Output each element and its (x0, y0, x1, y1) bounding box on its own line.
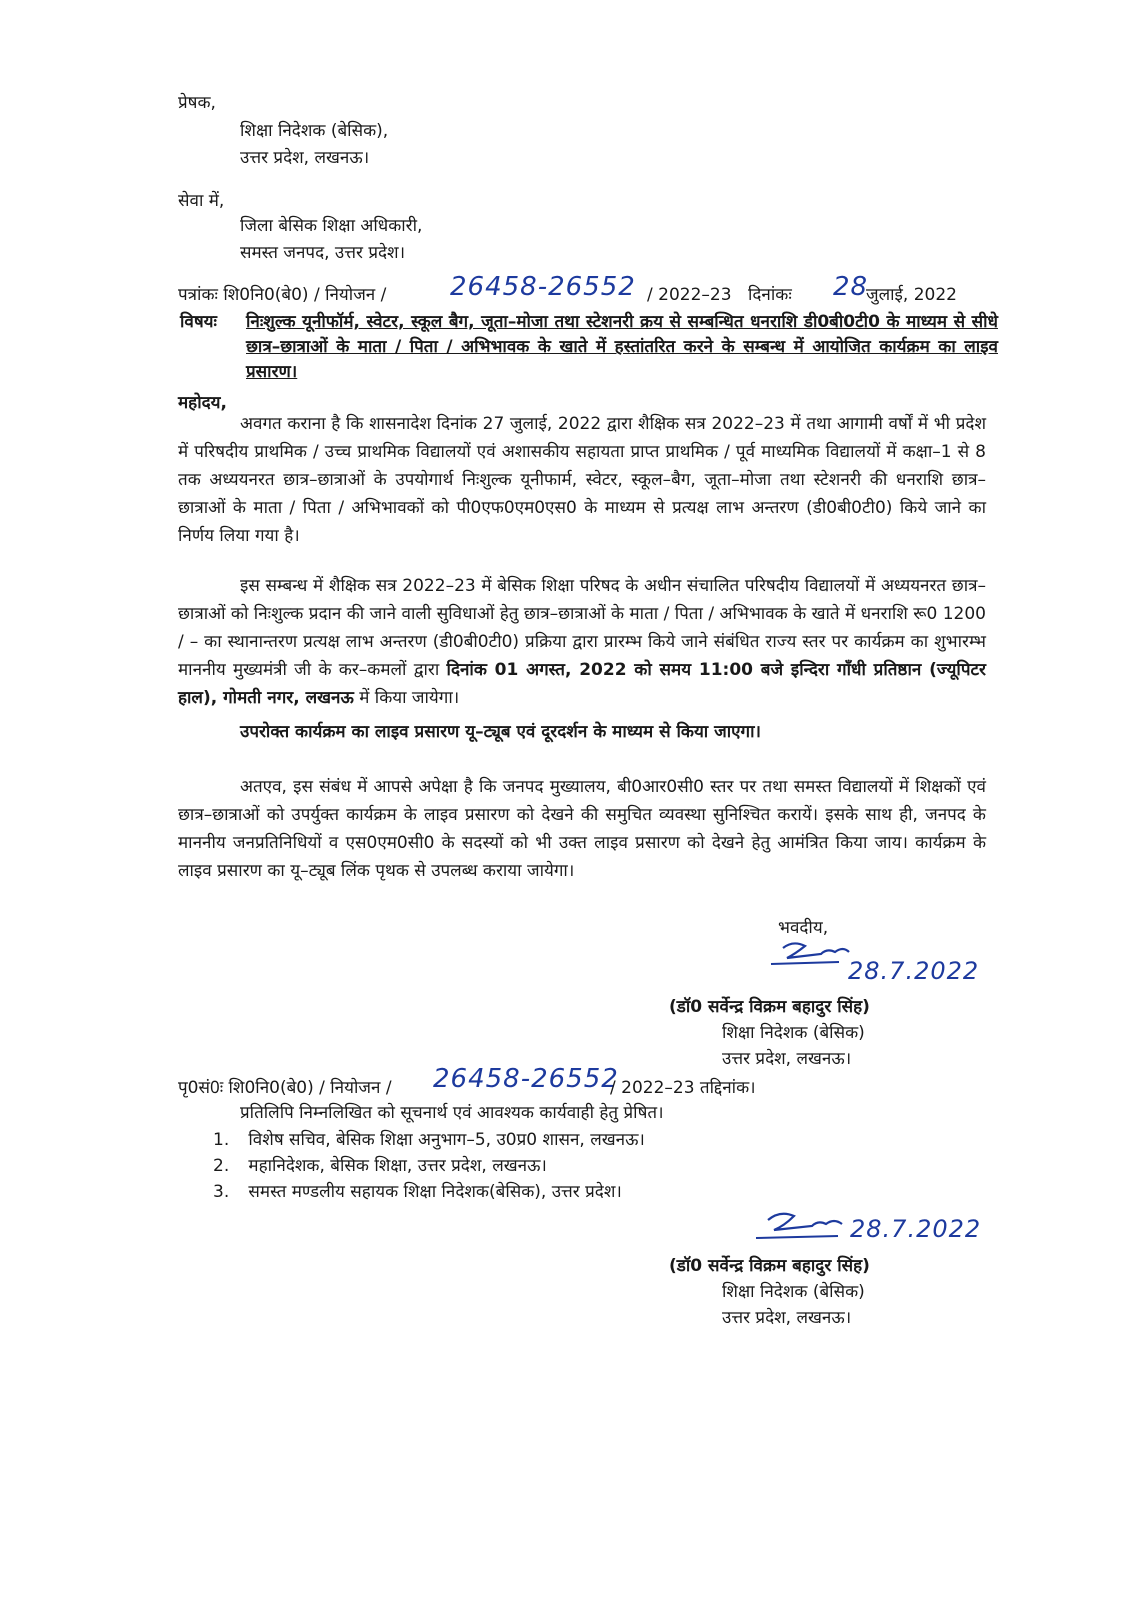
ref-prefix: पत्रांकः शि0नि0(बे0) / नियोजन / (178, 285, 387, 305)
signatory-place-1: उत्तर प्रदेश, लखनऊ। (722, 1049, 852, 1069)
closing-yours: भवदीय, (778, 918, 829, 938)
copy-item-number: 2. (213, 1156, 230, 1176)
recipient-label: सेवा में, (178, 191, 225, 211)
sender-line2: उत्तर प्रदेश, लखनऊ। (240, 148, 370, 168)
body-paragraph-2-text: इस सम्बन्ध में शैक्षिक सत्र 2022–23 में बेसिक शिक्षा परिषद के अधीन संचालित परिषदीय विद्यालयों में अध्ययनरत छात्र–छात्राओं को निःशुल्क प्रदान की जाने वाली सुविधाओं हेतु छात्र–छात्राओं के माता / पिता / अभिभावक के खाते में धनराशि रू0 1200 / – का स्थानान्तरण प्रत्यक्ष लाभ अन्तरण (डी0बी0टी0) प्रक्रिया द्वारा प्रारम्भ किये जाने संबंधित राज्य स्तर पर कार्यक्रम का शुभारम्भ माननीय मुख्यमंत्री जी के कर–कमलों द्वारा (178, 576, 986, 680)
copy-item-text: विशेष सचिव, बेसिक शिक्षा अनुभाग–5, उ0प्र0 शासन, लखनऊ। (248, 1130, 645, 1150)
signatory-title-1: शिक्षा निदेशक (बेसिक) (722, 1023, 865, 1043)
body-paragraph-2 (178, 572, 986, 712)
copy-prefix: पृ0सं0ः शि0नि0(बे0) / नियोजन / (178, 1078, 392, 1098)
signature-date-2: 28.7.2022 (850, 1215, 982, 1243)
salutation: महोदय, (178, 393, 227, 413)
ref-date-day-handwritten: 28 (833, 272, 869, 302)
recipient-line1: जिला बेसिक शिक्षा अधिकारी, (240, 216, 423, 236)
ref-year: / 2022–23 (647, 285, 732, 305)
copy-number-handwritten: 26458-26552 (433, 1064, 619, 1094)
signature-date-1: 28.7.2022 (848, 957, 980, 985)
copy-item-number: 1. (213, 1130, 230, 1150)
body-paragraph-2-end: में किया जायेगा। (359, 688, 460, 708)
copy-item-text: महानिदेशक, बेसिक शिक्षा, उत्तर प्रदेश, लखनऊ। (248, 1156, 547, 1176)
sender-label: प्रेषक, (178, 93, 216, 113)
ref-date-rest: जुलाई, 2022 (866, 285, 957, 305)
subject-text: निःशुल्क यूनीफॉर्म, स्वेटर, स्कूल बैग, जूता–मोजा तथा स्टेशनरी क्रय से सम्बन्धित धनराशि डी0बी0टी0 के माध्यम से सीधे छात्र–छात्राओं के माता / पिता / अभिभावक के खाते में हस्तांतरित करने के सम्बन्ध में आयोजित कार्यक्रम का लाइव प्रसारण। (246, 312, 998, 382)
ref-date-label: दिनांकः (748, 285, 792, 305)
recipient-line2: समस्त जनपद, उत्तर प्रदेश। (240, 243, 406, 263)
body-paragraph-4: अतएव, इस संबंध में आपसे अपेक्षा है कि जनपद मुख्यालय, बी0आर0सी0 स्तर पर तथा समस्त विद्यालयों में शिक्षकों एवं छात्र–छात्राओं को उपर्युक्त कार्यक्रम के लाइव प्रसारण को देखने की समुचित व्यवस्था सुनिश्चित करायें। इसके साथ ही, जनपद के माननीय जनप्रतिनिधियों व एस0एम0सी0 के सदस्यों को भी उक्त लाइव प्रसारण को देखने हेतु आमंत्रित किया जाय। कार्यक्रम के लाइव प्रसारण का यू–ट्यूब लिंक पृथक से उपलब्ध कराया जायेगा। (178, 777, 986, 881)
subject-label: विषयः (180, 312, 217, 332)
event-details: दिनांक 01 अगस्त, 2022 को समय 11:00 बजे इन्दिरा गाँधी प्रतिष्ठान (ज्यूपिटर हाल), गोमती नगर, लखनऊ (178, 660, 986, 708)
copy-item (213, 1129, 645, 1151)
sender-line1: शिक्षा निदेशक (बेसिक), (240, 121, 389, 141)
copy-intro: प्रतिलिपि निम्नलिखित को सूचनार्थ एवं आवश्यक कार्यवाही हेतु प्रेषित। (240, 1103, 664, 1123)
copy-item-text: समस्त मण्डलीय सहायक शिक्षा निदेशक(बेसिक), उत्तर प्रदेश। (248, 1182, 622, 1202)
copy-item (213, 1181, 622, 1203)
body-paragraph-3: उपरोक्त कार्यक्रम का लाइव प्रसारण यू–ट्यूब एवं दूरदर्शन के माध्यम से किया जाएगा। (240, 722, 761, 742)
signatory-title-2: शिक्षा निदेशक (बेसिक) (722, 1282, 865, 1302)
body-paragraph-1: अवगत कराना है कि शासनादेश दिनांक 27 जुलाई, 2022 द्वारा शैक्षिक सत्र 2022–23 में तथा आगामी वर्षों में भी प्रदेश में परिषदीय प्राथमिक / उच्च प्राथमिक विद्यालयों एवं अशासकीय सहायता प्राप्त प्राथमिक / पूर्व माध्यमिक विद्यालयों में कक्षा–1 से 8 तक अध्ययनरत छात्र–छात्राओं के उपयोगार्थ निःशुल्क यूनीफार्म, स्वेटर, स्कूल–बैग, जूता–मोजा तथा स्टेशनरी की धनराशि छात्र–छात्राओं के माता / पिता / अभिभावकों को पी0एफ0एम0एस0 के माध्यम से प्रत्यक्ष लाभ अन्तरण (डी0बी0टी0) किये जाने का निर्णय लिया गया है। (178, 414, 986, 546)
copy-suffix: / 2022–23 तद्दिनांक। (610, 1078, 756, 1098)
ref-number-handwritten: 26458-26552 (450, 272, 636, 302)
copy-item (213, 1155, 547, 1177)
signatory-place-2: उत्तर प्रदेश, लखनऊ। (722, 1308, 852, 1328)
signatory-name-2: (डॉ0 सर्वेन्द्र विक्रम बहादुर सिंह) (669, 1256, 870, 1276)
copy-item-number: 3. (213, 1182, 230, 1202)
signature-mark-2 (752, 1208, 862, 1244)
signatory-name-1: (डॉ0 सर्वेन्द्र विक्रम बहादुर सिंह) (669, 997, 870, 1017)
